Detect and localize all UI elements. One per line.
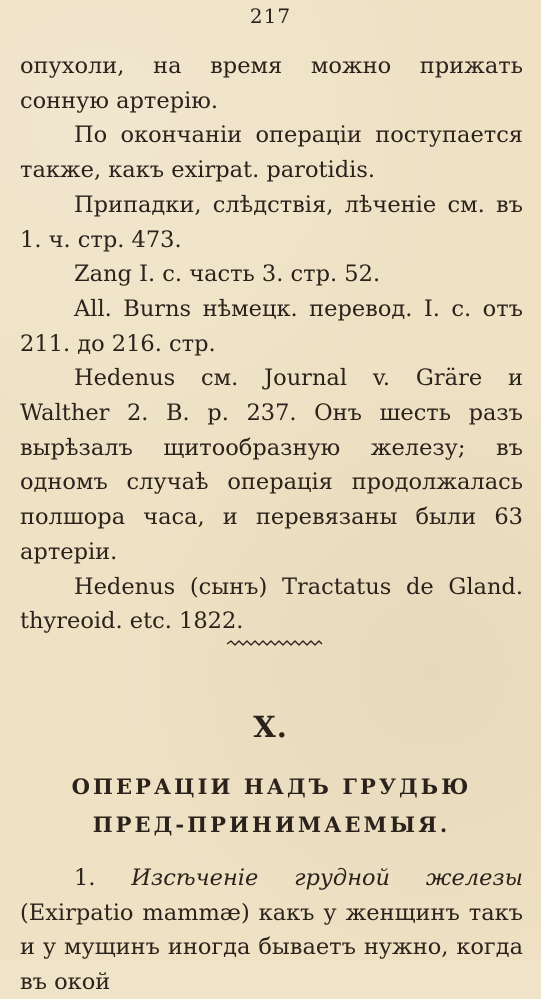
paragraph-complications: Припадки, слѣдствія, лѣченіе см. въ 1. ч. стр. 473.: [20, 191, 523, 253]
paragraph-burns-reference: All. Burns нѣмецк. перевод. I. c. отъ 211. до 216. стр.: [20, 295, 523, 357]
item-text: (Exirpatio mammæ) какъ у женщинъ такъ и у мущинъ иногда бываетъ нужно, когда въ окой: [20, 899, 523, 995]
section-numeral: X.: [253, 710, 288, 744]
item-number: 1.: [74, 865, 96, 891]
paragraph-operation-end: По окончаніи операціи поступается также, какъ exirpat. parotidis.: [20, 122, 523, 184]
section-title: ОПЕРАЦІИ НАДЪ ГРУДЬЮ ПРЕД-ПРИНИМАЕМЫЯ.: [71, 774, 472, 837]
ornamental-divider: [226, 637, 323, 649]
item-title: Изсѣченіе грудной железы: [131, 865, 523, 891]
paragraph-continuation: опухоли, на время можно прижать сонную артерію.: [20, 53, 523, 114]
section-first-paragraph: [20, 861, 523, 999]
paragraph-zang-reference: Zang I. c. часть 3. стр. 52.: [74, 261, 381, 288]
body-text: [20, 49, 523, 639]
page-number: 217: [249, 4, 292, 28]
paragraph-hedenus-son-reference: Hedenus (сынъ) Tractatus de Gland. thyreoid. etc. 1822.: [20, 573, 523, 635]
paragraph-hedenus-reference: Hedenus см. Journal v. Gräre и Walther 2. B. p. 237. Онъ шесть разъ вырѣзалъ щитообразную железу; въ одномъ случаѣ операція продолжалась полшора часа, и перевязаны были 63 артеріи.: [20, 365, 523, 565]
